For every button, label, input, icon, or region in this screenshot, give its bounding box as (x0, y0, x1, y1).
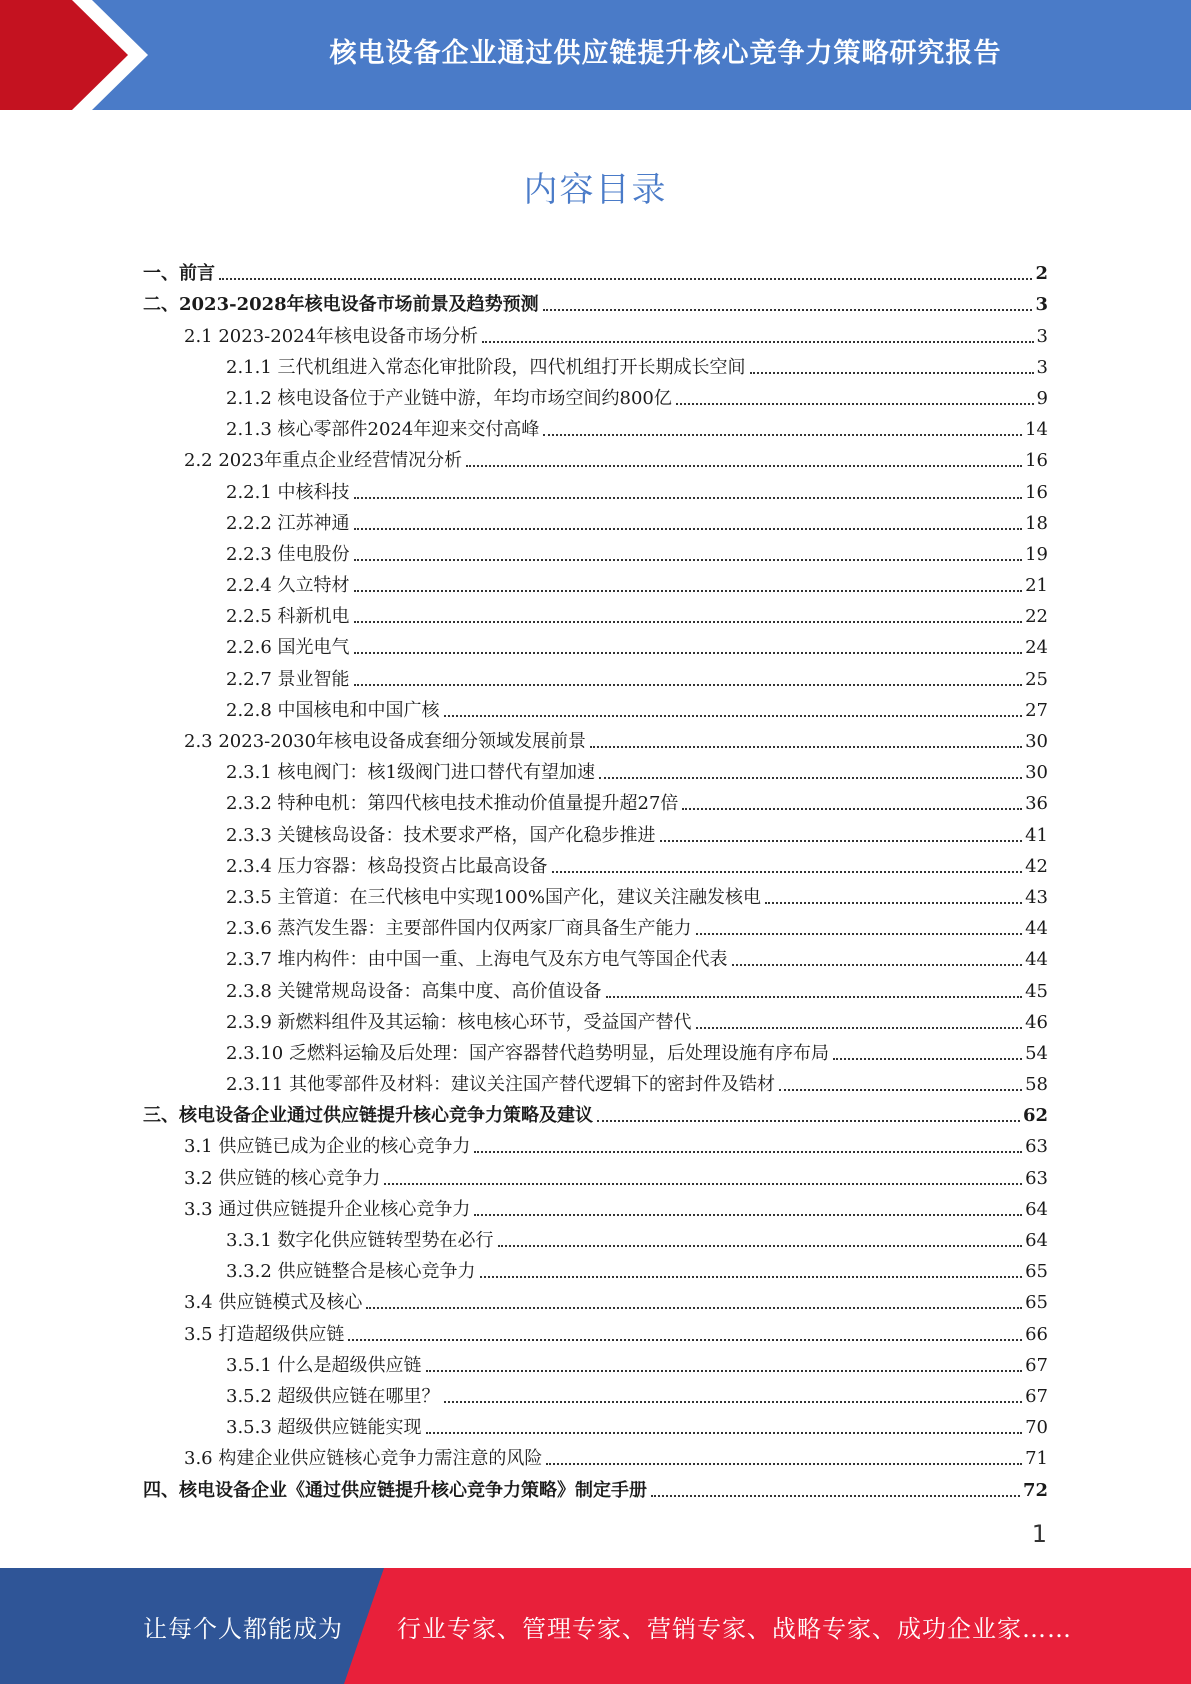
toc-dot-leader (384, 1183, 1022, 1185)
toc-entry-page: 44 (1025, 918, 1048, 940)
toc-entry-title: 2.2.6 国光电气 (226, 637, 350, 659)
toc-entry[interactable] (143, 878, 1048, 909)
toc-entry-page: 36 (1025, 793, 1048, 815)
toc-entry-title: 3.3.1 数字化供应链转型势在必行 (226, 1230, 494, 1251)
toc-entry[interactable] (143, 1283, 1048, 1314)
toc-dot-leader (474, 1151, 1022, 1153)
toc-entry[interactable] (143, 909, 1048, 940)
toc-entry-page: 70 (1025, 1417, 1048, 1439)
toc-entry[interactable] (143, 722, 1048, 753)
toc-entry[interactable] (143, 597, 1048, 628)
toc-entry-page: 63 (1025, 1167, 1048, 1189)
toc-entry-title: 2.1.1 三代机组进入常态化审批阶段，四代机组打开长期成长空间 (226, 356, 746, 378)
toc-dot-leader (354, 559, 1023, 561)
toc-entry[interactable] (143, 1408, 1048, 1439)
toc-dot-leader (660, 840, 1023, 842)
toc-entry-page: 63 (1025, 1136, 1048, 1158)
toc-entry-title: 3.3.2 供应链整合是核心竞争力 (226, 1261, 476, 1283)
toc-dot-leader (750, 372, 1034, 374)
toc-entry-page: 27 (1025, 699, 1048, 721)
toc-entry-page: 72 (1022, 1479, 1048, 1501)
toc-entry-page: 21 (1025, 575, 1048, 597)
toc-dot-leader (444, 1401, 1023, 1403)
toc-entry-title: 3.6 构建企业供应链核心竞争力需注意的风险 (184, 1448, 543, 1470)
toc-entry-page: 42 (1025, 855, 1048, 877)
toc-dot-leader (498, 1245, 1023, 1247)
toc-entry-page: 24 (1025, 637, 1048, 659)
toc-entry-title: 2.3 2023-2030年核电设备成套细分领域发展前景 (184, 731, 587, 752)
toc-entry-title: 2.2.5 科新机电 (226, 606, 350, 628)
toc-entry-title: 一、前言 (143, 263, 215, 285)
toc-dot-leader (354, 652, 1023, 654)
toc-entry-page: 43 (1025, 886, 1048, 908)
footer-slogan-left: 让每个人都能成为 (143, 1614, 343, 1643)
toc-entry-title: 2.1.3 核心零部件2024年迎来交付高峰 (226, 419, 540, 441)
toc-entry-page: 41 (1025, 824, 1048, 846)
toc-dot-leader (482, 341, 1034, 343)
toc-entry-page: 3 (1036, 356, 1048, 378)
toc-dot-leader (651, 1495, 1020, 1497)
toc-entry-page: 64 (1025, 1198, 1048, 1220)
toc-entry[interactable] (143, 348, 1048, 379)
toc-entry-page: 62 (1022, 1105, 1048, 1127)
toc-entry[interactable] (143, 940, 1048, 971)
toc-entry-title: 2.1 2023-2024年核电设备市场分析 (184, 325, 479, 347)
toc-dot-leader (779, 1089, 1022, 1091)
toc-dot-leader (590, 746, 1022, 748)
toc-entry[interactable] (143, 1065, 1048, 1096)
toc-entry[interactable] (143, 1003, 1048, 1034)
report-title: 核电设备企业通过供应链提升核心竞争力策略研究报告 (329, 37, 1002, 69)
toc-entry-title: 2.3.4 压力容器：核岛投资占比最高设备 (226, 855, 548, 877)
toc-entry[interactable] (143, 659, 1048, 690)
toc-dot-leader (597, 1120, 1020, 1122)
toc-entry[interactable] (143, 441, 1048, 472)
toc-entry[interactable] (143, 847, 1048, 878)
toc-entry-title: 2.1.2 核电设备位于产业链中游，年均市场空间约800亿 (226, 387, 672, 409)
page-footer (0, 1568, 1191, 1684)
toc-entry[interactable] (143, 971, 1048, 1002)
toc-entry[interactable] (143, 1034, 1048, 1065)
toc-entry-title: 3.5 打造超级供应链 (184, 1323, 345, 1345)
toc-entry-title: 3.3 通过供应链提升企业核心竞争力 (184, 1198, 471, 1220)
toc-entry-page: 46 (1025, 1011, 1048, 1033)
toc-entry[interactable] (143, 1096, 1048, 1127)
toc-dot-leader (543, 309, 1033, 311)
toc-entry-title: 2.2.7 景业智能 (226, 668, 350, 690)
page-header (0, 0, 1191, 110)
toc-entry-page: 54 (1025, 1042, 1048, 1064)
toc-entry-page: 25 (1025, 668, 1048, 690)
toc-entry[interactable] (143, 628, 1048, 659)
toc-entry-title: 四、核电设备企业《通过供应链提升核心竞争力策略》制定手册 (143, 1479, 647, 1501)
toc-entry[interactable] (143, 254, 1048, 285)
toc-entry[interactable] (143, 1221, 1048, 1252)
toc-dot-leader (765, 902, 1022, 904)
toc-dot-leader (354, 590, 1023, 592)
toc-dot-leader (696, 1027, 1023, 1029)
toc-entry-page: 65 (1025, 1292, 1048, 1314)
toc-dot-leader (466, 465, 1022, 467)
toc-entry-title: 2.2 2023年重点企业经营情况分析 (184, 450, 463, 472)
toc-entry-page: 66 (1025, 1323, 1048, 1345)
toc-entry[interactable] (143, 1158, 1048, 1189)
toc-dot-leader (219, 278, 1032, 280)
toc-entry[interactable] (143, 1439, 1048, 1470)
toc-entry-title: 2.2.2 江苏神通 (226, 512, 350, 534)
toc-entry[interactable] (143, 753, 1048, 784)
toc-entry-page: 64 (1025, 1230, 1048, 1251)
toc-entry-title: 3.5.2 超级供应链在哪里？ (226, 1385, 440, 1407)
toc-entry-title: 3.5.3 超级供应链能实现 (226, 1417, 422, 1439)
toc-entry-title: 2.3.3 关键核岛设备：技术要求严格，国产化稳步推进 (226, 824, 656, 846)
toc-dot-leader (354, 621, 1023, 623)
toc-entry-page: 16 (1025, 450, 1048, 472)
toc-entry[interactable] (143, 784, 1048, 815)
toc-entry-title: 2.2.4 久立特材 (226, 575, 350, 597)
toc-entry-title: 2.3.2 特种电机：第四代核电技术推动价值量提升超27倍 (226, 793, 679, 815)
toc-entry-page: 44 (1025, 949, 1048, 971)
toc-dot-leader (480, 1276, 1023, 1278)
toc-entry-title: 2.3.5 主管道：在三代核电中实现100%国产化，建议关注融发核电 (226, 886, 761, 908)
page-number: 1 (1031, 1520, 1047, 1548)
toc-dot-leader (552, 871, 1023, 873)
toc-entry[interactable] (143, 691, 1048, 722)
toc-entry[interactable] (143, 1127, 1048, 1158)
footer-slogan-right: 行业专家、管理专家、营销专家、战略专家、成功企业家…… (397, 1614, 1072, 1643)
toc-entry-title: 2.3.10 乏燃料运输及后处理：国产容器替代趋势明显，后处理设施有序布局 (226, 1042, 829, 1064)
toc-entry[interactable] (143, 472, 1048, 503)
toc-heading: 内容目录 (523, 170, 668, 210)
toc-dot-leader (426, 1370, 1023, 1372)
toc-entry-page: 16 (1025, 481, 1048, 503)
toc-entry[interactable] (143, 316, 1048, 347)
toc-entry-title: 二、2023-2028年核电设备市场前景及趋势预测 (143, 294, 539, 316)
toc-dot-leader (354, 497, 1023, 499)
toc-entry[interactable] (143, 1346, 1048, 1377)
toc-entry-page: 14 (1025, 419, 1048, 441)
toc-entry-page: 3 (1036, 325, 1048, 347)
toc-entry-title: 三、核电设备企业通过供应链提升核心竞争力策略及建议 (143, 1105, 593, 1127)
toc-dot-leader (354, 684, 1023, 686)
toc-dot-leader (366, 1307, 1022, 1309)
toc-entry[interactable] (143, 566, 1048, 597)
toc-dot-leader (348, 1339, 1022, 1341)
toc-dot-leader (546, 1463, 1022, 1465)
toc-entry-title: 3.4 供应链模式及核心 (184, 1292, 363, 1314)
toc-entry-page: 30 (1025, 731, 1048, 752)
toc-entry[interactable] (143, 285, 1048, 316)
toc-dot-leader (354, 528, 1023, 530)
toc-entry-page: 22 (1025, 606, 1048, 628)
toc-dot-leader (833, 1058, 1022, 1060)
toc-dot-leader (696, 933, 1023, 935)
toc-entry-page: 65 (1025, 1261, 1048, 1283)
toc-entry-title: 2.3.11 其他零部件及材料：建议关注国产替代逻辑下的密封件及锆材 (226, 1074, 775, 1096)
toc-entry[interactable] (143, 1377, 1048, 1408)
toc-entry[interactable] (143, 815, 1048, 846)
toc-entry-title: 2.2.8 中国核电和中国广核 (226, 699, 440, 721)
toc-entry-title: 2.3.1 核电阀门：核1级阀门进口替代有望加速 (226, 762, 595, 784)
table-of-contents (143, 254, 1048, 1502)
toc-entry-page: 58 (1025, 1074, 1048, 1096)
toc-dot-leader (732, 964, 1023, 966)
toc-dot-leader (474, 1214, 1022, 1216)
toc-dot-leader (682, 808, 1022, 810)
toc-entry-title: 2.3.8 关键常规岛设备：高集中度、高价值设备 (226, 980, 602, 1002)
toc-dot-leader (606, 996, 1023, 998)
toc-dot-leader (444, 715, 1023, 717)
toc-entry[interactable] (143, 410, 1048, 441)
toc-entry-page: 67 (1025, 1385, 1048, 1407)
toc-entry-title: 2.3.7 堆内构件：由中国一重、上海电气及东方电气等国企代表 (226, 949, 728, 971)
toc-dot-leader (426, 1432, 1023, 1434)
toc-entry[interactable] (143, 1252, 1048, 1283)
toc-entry-title: 2.2.3 佳电股份 (226, 543, 350, 565)
toc-entry-page: 30 (1025, 762, 1048, 784)
toc-entry[interactable] (143, 535, 1048, 566)
toc-entry[interactable] (143, 504, 1048, 535)
toc-entry[interactable] (143, 1470, 1048, 1501)
toc-entry-title: 2.3.9 新燃料组件及其运输：核电核心环节，受益国产替代 (226, 1011, 692, 1033)
toc-dot-leader (543, 434, 1022, 436)
toc-entry-page: 3 (1035, 294, 1048, 316)
toc-entry[interactable] (143, 1190, 1048, 1221)
toc-entry-title: 2.2.1 中核科技 (226, 481, 350, 503)
toc-entry-title: 3.2 供应链的核心竞争力 (184, 1167, 381, 1189)
toc-dot-leader (599, 777, 1022, 779)
toc-entry-page: 19 (1025, 543, 1048, 565)
toc-entry[interactable] (143, 379, 1048, 410)
toc-entry-page: 2 (1035, 263, 1048, 285)
toc-entry-title: 3.5.1 什么是超级供应链 (226, 1354, 422, 1376)
toc-entry-page: 45 (1025, 980, 1048, 1002)
toc-entry-page: 67 (1025, 1354, 1048, 1376)
toc-entry[interactable] (143, 1314, 1048, 1345)
toc-entry-page: 18 (1025, 512, 1048, 534)
toc-entry-page: 71 (1025, 1448, 1048, 1470)
toc-entry-title: 2.3.6 蒸汽发生器：主要部件国内仅两家厂商具备生产能力 (226, 918, 692, 940)
toc-dot-leader (676, 403, 1034, 405)
toc-entry-page: 9 (1036, 387, 1048, 409)
toc-entry-title: 3.1 供应链已成为企业的核心竞争力 (184, 1136, 471, 1158)
